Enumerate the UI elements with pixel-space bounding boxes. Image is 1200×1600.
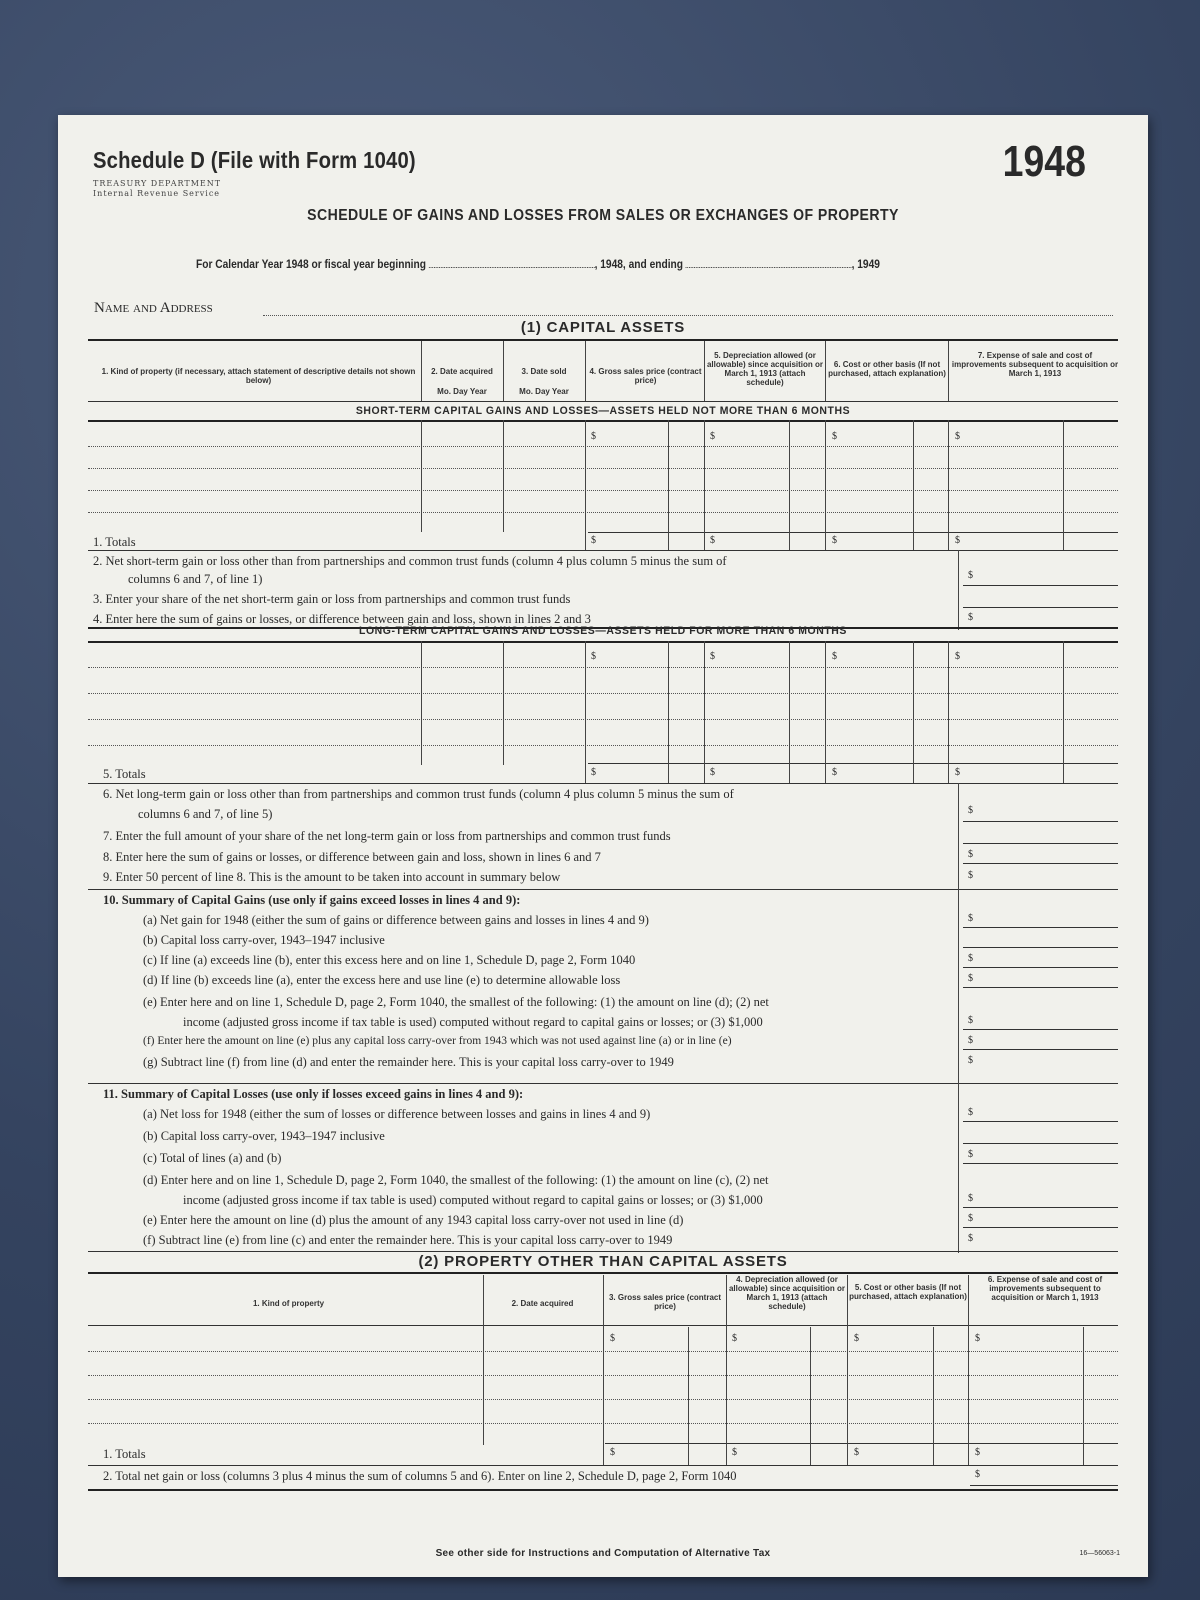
line-11d-cont: income (adjusted gross income if tax table is used) computed without regard to capital gains or losses; or (3) $1,000: [183, 1193, 763, 1207]
line-10e-cont: income (adjusted gross income if tax table is used) computed without regard to capital gains or losses; or (3) $1,000: [183, 1015, 763, 1029]
line-10g: (g) Subtract line (f) from line (d) and enter the remainder here. This is your capital loss carry-over to 1949: [143, 1055, 674, 1069]
currency-sign: $: [968, 953, 973, 964]
divider: [603, 1275, 604, 1465]
divider: [421, 341, 422, 401]
divider: [704, 641, 705, 783]
divider: [88, 641, 1118, 643]
divider: [88, 1083, 1118, 1084]
divider: [88, 550, 1118, 551]
form-code: 16—56063-1: [1079, 1550, 1120, 1557]
divider: [1063, 641, 1064, 783]
divider: [503, 341, 504, 401]
line-10d: (d) If line (b) exceeds line (a), enter the excess here and use line (e) to determine allowable loss: [143, 973, 621, 987]
name-address-field[interactable]: [263, 315, 1113, 316]
divider: [948, 420, 949, 550]
divider: [948, 641, 949, 783]
line-7: 7. Enter the full amount of your share of the net long-term gain or loss from partnerships and common trust funds: [103, 829, 671, 843]
table-row[interactable]: [88, 468, 1118, 469]
currency-sign: $: [591, 431, 596, 442]
line-10c-amount[interactable]: [963, 967, 1118, 968]
line-6: 6. Net long-term gain or loss other than from partnerships and common trust funds (column 4 plus column 5 minus the sum of: [103, 787, 734, 801]
divider: [704, 420, 705, 550]
line-11b-amount[interactable]: [963, 1143, 1118, 1144]
fiscal-begin-field[interactable]: [429, 257, 595, 268]
divider: [88, 420, 1118, 422]
currency-sign: $: [968, 1233, 973, 1244]
currency-sign: $: [832, 651, 837, 662]
col2-expense-of-sale: 6. Expense of sale and cost of improvements subsequent to acquisition or March 1, 1913: [987, 1275, 1103, 1302]
divider: [503, 641, 504, 765]
department-label: TREASURY DEPARTMENT Internal Revenue Service: [93, 179, 222, 198]
currency-sign: $: [968, 805, 973, 816]
currency-sign: $: [968, 973, 973, 984]
footer-note: See other side for Instructions and Computation of Alternative Tax: [435, 1548, 771, 1559]
divider: [483, 1275, 484, 1445]
col2-depreciation: 4. Depreciation allowed (or allowable) since acquisition or March 1, 1913 (attach schedule): [728, 1275, 846, 1311]
divider: [958, 550, 959, 630]
line-6-cont: columns 6 and 7, of line 5): [138, 807, 273, 821]
line-11a: (a) Net loss for 1948 (either the sum of losses or difference between losses and gains in lines 4 and 9): [143, 1107, 651, 1121]
divider: [88, 401, 1118, 402]
line-11c-amount[interactable]: [963, 1163, 1118, 1164]
line-9: 9. Enter 50 percent of line 8. This is the amount to be taken into account in summary below: [103, 870, 561, 884]
divider: [948, 341, 949, 401]
col-date-acquired-sub: Mo. Day Year: [437, 387, 487, 396]
col-gross-sales-price: 4. Gross sales price (contract price): [589, 367, 702, 385]
currency-sign: $: [710, 431, 715, 442]
currency-sign: $: [732, 1333, 737, 1344]
table-row[interactable]: [88, 512, 1118, 513]
line-11d-amount[interactable]: [963, 1207, 1118, 1208]
line-10d-amount[interactable]: [963, 987, 1118, 988]
col-kind-of-property: 1. Kind of property (if necessary, attach statement of descriptive details not shown below): [101, 367, 416, 385]
line-1-totals: 1. Totals: [93, 535, 136, 549]
divider: [913, 641, 914, 783]
divider: [688, 1327, 689, 1465]
currency-sign: $: [610, 1447, 615, 1458]
currency-sign: $: [591, 767, 596, 778]
divider: [789, 420, 790, 550]
section2-line-2: 2. Total net gain or loss (columns 3 plus 4 minus the sum of columns 5 and 6). Enter on line 2, Schedule D, page 2, Form 1040: [103, 1469, 737, 1483]
divider: [825, 420, 826, 550]
line-10f-amount[interactable]: [963, 1049, 1118, 1050]
divider: [825, 341, 826, 401]
currency-sign: $: [591, 535, 596, 546]
line-2: 2. Net short-term gain or loss other than from partnerships and common trust funds (column 4 plus column 5 minus the sum of: [93, 554, 727, 568]
divider: [1083, 1327, 1084, 1465]
name-address-label: Name and Address: [94, 300, 213, 316]
line-3: 3. Enter your share of the net short-term gain or loss from partnerships and common trust funds: [93, 592, 571, 606]
divider: [913, 420, 914, 550]
currency-sign: $: [975, 1447, 980, 1458]
line-11: 11. Summary of Capital Losses (use only if losses exceed gains in lines 4 and 9):: [103, 1087, 524, 1101]
divider: [825, 641, 826, 783]
line-6-amount[interactable]: [963, 821, 1118, 822]
currency-sign: $: [968, 913, 973, 924]
line-10a: (a) Net gain for 1948 (either the sum of gains or difference between gains and losses in lines 4 and 9): [143, 913, 649, 927]
capital-assets-title: (1) CAPITAL ASSETS: [520, 319, 686, 336]
line-11d: (d) Enter here and on line 1, Schedule D, page 2, Form 1040, the smallest of the following: (1) the amount on line (c), (2) net: [143, 1173, 769, 1187]
fiscal-end-field[interactable]: [686, 257, 852, 268]
line-8-amount[interactable]: [963, 863, 1118, 864]
currency-sign: $: [710, 651, 715, 662]
line-8: 8. Enter here the sum of gains or losses, or difference between gain and loss, shown in lines 6 and 7: [103, 850, 601, 864]
short-term-heading: SHORT-TERM CAPITAL GAINS AND LOSSES—ASSETS HELD NOT MORE THAN 6 MONTHS: [355, 405, 851, 417]
section2-line-2-amount[interactable]: [970, 1485, 1118, 1486]
col-depreciation: 5. Depreciation allowed (or allowable) since acquisition or March 1, 1913 (attach schedule): [706, 351, 824, 387]
currency-sign: $: [968, 1055, 973, 1066]
divider: [88, 1489, 1118, 1491]
calendar-year-line: For Calendar Year 1948 or fiscal year beginning , 1948, and ending , 1949: [196, 257, 880, 271]
divider: [421, 420, 422, 532]
line-10b-amount[interactable]: [963, 947, 1118, 948]
col-expense-of-sale: 7. Expense of sale and cost of improvements subsequent to acquisition or March 1, 1913: [951, 351, 1119, 378]
table-row[interactable]: [88, 745, 1118, 746]
divider: [421, 641, 422, 765]
line-10e-amount[interactable]: [963, 1029, 1118, 1030]
currency-sign: $: [968, 1035, 973, 1046]
line-7-amount[interactable]: [963, 843, 1118, 844]
form-year: 1948: [1002, 137, 1086, 186]
currency-sign: $: [968, 1213, 973, 1224]
divider: [704, 341, 705, 401]
table-row[interactable]: [88, 667, 1118, 668]
long-term-heading: LONG-TERM CAPITAL GAINS AND LOSSES—ASSETS HELD FOR MORE THAN 6 MONTHS: [359, 625, 847, 637]
divider: [503, 420, 504, 532]
divider: [668, 641, 669, 783]
divider: [88, 783, 1118, 784]
divider: [585, 341, 586, 401]
col-date-acquired: 2. Date acquired: [431, 367, 493, 376]
table-row[interactable]: [88, 693, 1118, 694]
currency-sign: $: [955, 767, 960, 778]
line-2-amount[interactable]: [963, 585, 1118, 586]
line-11e-amount[interactable]: [963, 1227, 1118, 1228]
col2-kind-of-property: 1. Kind of property: [252, 1299, 325, 1308]
currency-sign: $: [732, 1447, 737, 1458]
line-10a-amount[interactable]: [963, 927, 1118, 928]
currency-sign: $: [854, 1333, 859, 1344]
currency-sign: $: [975, 1333, 980, 1344]
line-4: 4. Enter here the sum of gains or losses, or difference between gain and loss, shown in lines 2 and 3: [93, 612, 591, 626]
divider: [88, 339, 1118, 341]
currency-sign: $: [968, 1015, 973, 1026]
col-date-sold: 3. Date sold: [521, 367, 567, 376]
line-11f: (f) Subtract line (e) from line (c) and enter the remainder here. This is your capital loss carry-over to 1949: [143, 1233, 673, 1247]
table-row[interactable]: [88, 719, 1118, 720]
currency-sign: $: [832, 767, 837, 778]
divider: [88, 889, 1118, 890]
section2-line-1-totals: 1. Totals: [103, 1447, 146, 1461]
line-5-totals: 5. Totals: [103, 767, 146, 781]
currency-sign: $: [968, 870, 973, 881]
currency-sign: $: [955, 651, 960, 662]
divider: [88, 1465, 1118, 1466]
col2-gross-sales-price: 3. Gross sales price (contract price): [608, 1293, 722, 1311]
currency-sign: $: [968, 1193, 973, 1204]
currency-sign: $: [955, 535, 960, 546]
currency-sign: $: [710, 767, 715, 778]
currency-sign: $: [968, 1107, 973, 1118]
divider: [585, 420, 586, 550]
tax-form-paper: [58, 115, 1148, 1577]
line-10e: (e) Enter here and on line 1, Schedule D, page 2, Form 1040, the smallest of the following: (1) the amount on line (d); (2) net: [143, 995, 769, 1009]
col2-cost-basis: 5. Cost or other basis (If not purchased, attach explanation): [849, 1283, 967, 1301]
currency-sign: $: [955, 431, 960, 442]
line-11e: (e) Enter here the amount on line (d) plus the amount of any 1943 capital loss carry-over not used in line (d): [143, 1213, 684, 1227]
line-10b: (b) Capital loss carry-over, 1943–1947 inclusive: [143, 933, 385, 947]
currency-sign: $: [975, 1469, 980, 1480]
form-heading: SCHEDULE OF GAINS AND LOSSES FROM SALES OR EXCHANGES OF PROPERTY: [307, 207, 899, 224]
line-11c: (c) Total of lines (a) and (b): [143, 1151, 282, 1165]
divider: [585, 641, 586, 783]
currency-sign: $: [832, 431, 837, 442]
divider: [726, 1275, 727, 1465]
divider: [810, 1327, 811, 1465]
divider: [668, 420, 669, 550]
currency-sign: $: [968, 612, 973, 623]
divider: [789, 641, 790, 783]
divider: [968, 1275, 969, 1465]
line-11b: (b) Capital loss carry-over, 1943–1947 inclusive: [143, 1129, 385, 1143]
line-10: 10. Summary of Capital Gains (use only if gains exceed losses in lines 4 and 9):: [103, 893, 521, 907]
form-title: Schedule D (File with Form 1040): [93, 147, 416, 173]
divider: [933, 1327, 934, 1465]
line-11a-amount[interactable]: [963, 1121, 1118, 1122]
divider: [958, 889, 959, 1085]
col2-date-acquired: 2. Date acquired: [511, 1299, 574, 1308]
col-cost-basis: 6. Cost or other basis (If not purchased, attach explanation): [828, 360, 946, 378]
table-row[interactable]: [88, 446, 1118, 447]
line-2-cont: columns 6 and 7, of line 1): [128, 572, 263, 586]
divider: [958, 1083, 959, 1253]
table-row[interactable]: [88, 490, 1118, 491]
currency-sign: $: [968, 570, 973, 581]
line-10c: (c) If line (a) exceeds line (b), enter this excess here and on line 1, Schedule D, page 2, Form 1040: [143, 953, 636, 967]
currency-sign: $: [710, 535, 715, 546]
currency-sign: $: [591, 651, 596, 662]
divider: [847, 1275, 848, 1465]
line-10f: (f) Enter here the amount on line (e) plus any capital loss carry-over from 1943 which was not used against line (a) or in line (e): [143, 1035, 732, 1047]
currency-sign: $: [968, 849, 973, 860]
divider: [958, 783, 959, 891]
divider: [605, 1443, 1118, 1444]
divider: [88, 1272, 1118, 1274]
currency-sign: $: [832, 535, 837, 546]
currency-sign: $: [610, 1333, 615, 1344]
divider: [88, 1251, 1118, 1252]
property-other-title: (2) PROPERTY OTHER THAN CAPITAL ASSETS: [418, 1253, 788, 1270]
col-date-sold-sub: Mo. Day Year: [519, 387, 569, 396]
line-3-amount[interactable]: [963, 607, 1118, 608]
divider: [1063, 420, 1064, 550]
currency-sign: $: [854, 1447, 859, 1458]
currency-sign: $: [968, 1149, 973, 1160]
